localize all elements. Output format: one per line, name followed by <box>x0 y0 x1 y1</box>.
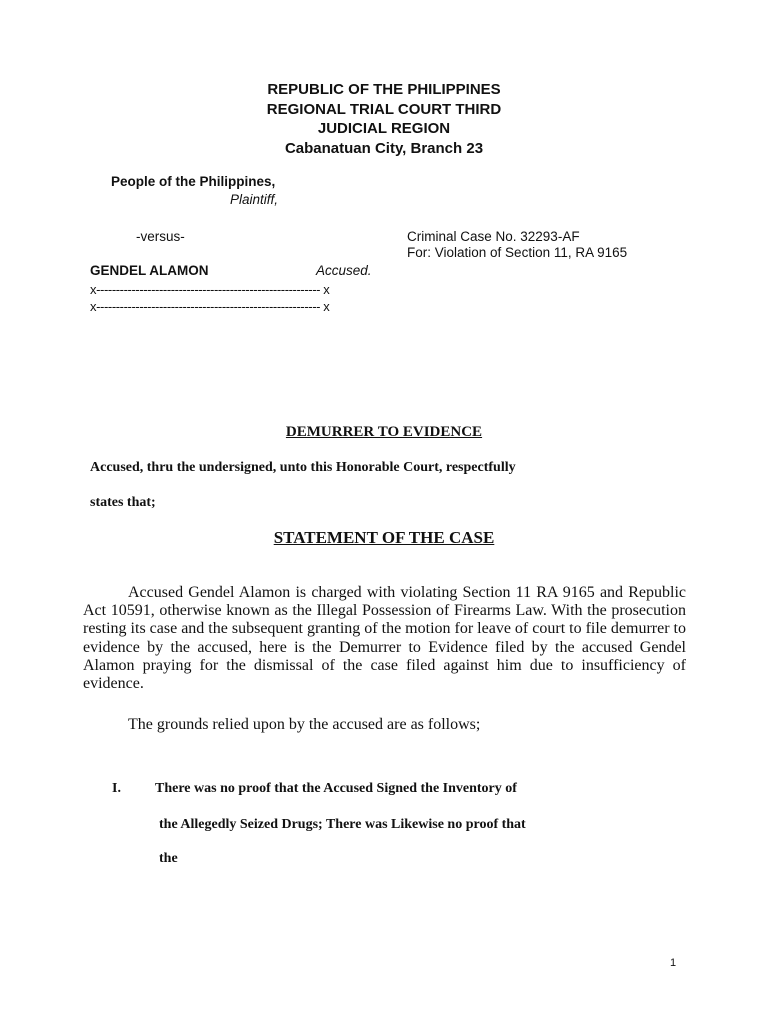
grounds-intro: The grounds relied upon by the accused are as follows; <box>128 716 481 733</box>
section-title: STATEMENT OF THE CASE <box>273 528 495 547</box>
intro-line: Accused, thru the undersigned, unto this Honorable Court, respectfully <box>90 460 516 475</box>
case-number: Criminal Case No. 32293-AF <box>407 229 580 244</box>
caption-separator: x--------------------------------------------------------- x <box>90 299 330 314</box>
case-charge: For: Violation of Section 11, RA 9165 <box>407 245 628 260</box>
ground-text: There was no proof that the Accused Signed the Inventory of <box>155 781 517 796</box>
case-statement-paragraph: Accused Gendel Alamon is charged with violating Section 11 RA 9165 and Republic Act 10591, otherwise known as the Illegal Possession of Firearms Law. With the prosecution resting its case and the subsequent granting of the motion for leave of court to file demurrer to evidence by the accused, here is the Demurrer to Evidence filed by the accused Gendel Alamon praying for the dismissal of the case filed against him due to insufficiency of evidence. <box>83 584 686 693</box>
accused-role: Accused. <box>316 263 372 278</box>
header-republic: REPUBLIC OF THE PHILIPPINES <box>267 81 501 98</box>
plaintiff-role: Plaintiff, <box>230 192 279 207</box>
page-number: 1 <box>670 957 677 969</box>
header-region: JUDICIAL REGION <box>317 120 451 137</box>
ground-text: the <box>159 851 178 866</box>
accused-name: GENDEL ALAMON <box>90 263 209 278</box>
ground-number: I. <box>112 781 121 796</box>
ground-text: the Allegedly Seized Drugs; There was Likewise no proof that <box>159 817 526 832</box>
caption-separator: x--------------------------------------------------------- x <box>90 282 330 297</box>
header-branch: Cabanatuan City, Branch 23 <box>284 139 484 157</box>
header-court: REGIONAL TRIAL COURT THIRD <box>266 100 502 118</box>
intro-line: states that; <box>90 495 156 510</box>
versus-label: -versus- <box>136 229 185 244</box>
document-title: DEMURRER TO EVIDENCE <box>285 424 483 440</box>
court-header <box>0 80 768 158</box>
plaintiff-name: People of the Philippines, <box>111 174 276 189</box>
